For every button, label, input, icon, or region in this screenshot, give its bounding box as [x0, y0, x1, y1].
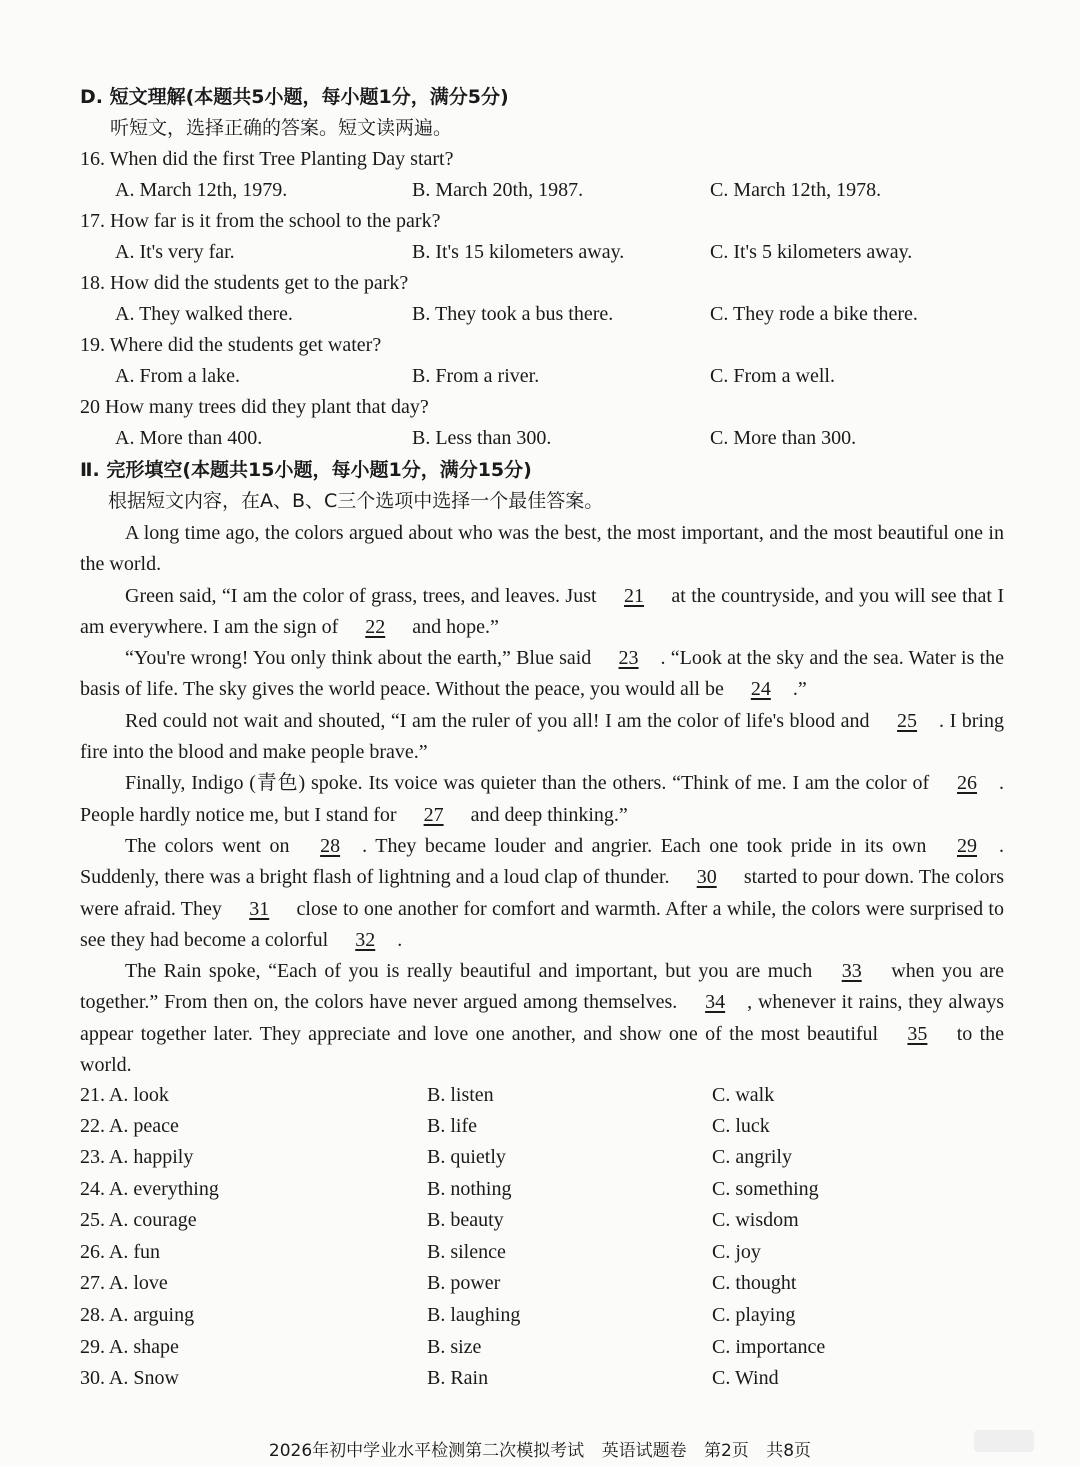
- option-17b: B. It's 15 kilometers away.: [412, 241, 625, 263]
- option-30c: C. Wind: [712, 1367, 779, 1389]
- blank-27: 27: [423, 803, 444, 826]
- option-28c: C. playing: [712, 1304, 796, 1326]
- option-22a: 22. A. peace: [80, 1115, 179, 1137]
- option-24a: 24. A. everything: [80, 1178, 219, 1200]
- option-27b: B. power: [427, 1272, 501, 1294]
- question-18: 18. How did the students get to the park?: [80, 272, 409, 294]
- option-25a: 25. A. courage: [80, 1209, 197, 1231]
- blank-31: 31: [249, 897, 270, 920]
- passage-paragraph-3: “You're wrong! You only think about the earth,” Blue said 23 . “Look at the sky and the sea. Water is the basis of life. The sky gives the world peace. Without the peace, you would all be 24 .”: [80, 643, 1004, 706]
- option-28b: B. laughing: [427, 1304, 521, 1326]
- option-27c: C. thought: [712, 1272, 797, 1294]
- question-19: 19. Where did the students get water?: [80, 334, 382, 356]
- blank-26: 26: [957, 772, 978, 795]
- option-23a: 23. A. happily: [80, 1146, 194, 1168]
- option-21b: B. listen: [427, 1084, 494, 1106]
- passage-paragraph-1: A long time ago, the colors argued about who was the best, the most important, and the most beautiful one in the world.: [80, 522, 1004, 576]
- option-17c: C. It's 5 kilometers away.: [710, 241, 913, 263]
- blank-34: 34: [705, 991, 726, 1014]
- page-footer: [0, 1436, 1080, 1461]
- option-24c: C. something: [712, 1178, 819, 1200]
- option-19c: C. From a well.: [710, 365, 835, 387]
- option-26a: 26. A. fun: [80, 1241, 160, 1263]
- passage-paragraph-6: The colors went on 28 . They became louder and angrier. Each one took pride in its own 29 . Suddenly, there was a bright flash of lightning and a loud clap of thunder. 30 started to pour down. The colors were afraid. They 31 close to one another for comfort and warmth. After a while, the colors were surprised to see they had become a colorful 32 .: [80, 831, 1004, 956]
- option-22c: C. luck: [712, 1115, 770, 1137]
- option-17a: A. It's very far.: [115, 241, 235, 263]
- option-24b: B. nothing: [427, 1178, 512, 1200]
- footer-subject: 英语试题卷: [601, 1441, 687, 1461]
- option-28a: 28. A. arguing: [80, 1304, 195, 1326]
- passage-paragraph-4: Red could not wait and shouted, “I am the ruler of you all! I am the color of life's blood and 25 . I bring fire into the blood and make people brave.”: [80, 706, 1004, 769]
- footer-page-number: 第2页: [704, 1441, 749, 1461]
- option-16a: A. March 12th, 1979.: [115, 179, 288, 201]
- section-2-header: Ⅱ. 完形填空(本题共15小题，每小题1分，满分15分): [80, 459, 532, 481]
- section-d-header: D. 短文理解(本题共5小题，每小题1分，满分5分): [80, 86, 509, 108]
- option-20a: A. More than 400.: [115, 427, 263, 449]
- question-16: 16. When did the first Tree Planting Day start?: [80, 148, 454, 170]
- option-25c: C. wisdom: [712, 1209, 799, 1231]
- passage-paragraph-2: Green said, “I am the color of grass, trees, and leaves. Just 21 at the countryside, and you will see that I am everywhere. I am the sign of 22 and hope.”: [80, 581, 1004, 644]
- option-26b: B. silence: [427, 1241, 506, 1263]
- blank-23: 23: [618, 647, 639, 670]
- watermark-icon: [974, 1430, 1034, 1452]
- option-16b: B. March 20th, 1987.: [412, 179, 584, 201]
- option-23c: C. angrily: [712, 1146, 792, 1168]
- blank-29: 29: [957, 834, 977, 857]
- option-26c: C. joy: [712, 1241, 761, 1263]
- option-16c: C. March 12th, 1978.: [710, 179, 882, 201]
- option-20c: C. More than 300.: [710, 427, 857, 449]
- option-25b: B. beauty: [427, 1209, 504, 1231]
- question-20: 20 How many trees did they plant that day?: [80, 396, 429, 418]
- option-29c: C. importance: [712, 1336, 826, 1358]
- footer-total-pages: 共8页: [766, 1441, 812, 1461]
- option-19a: A. From a lake.: [115, 365, 240, 387]
- option-21a: 21. A. look: [80, 1084, 169, 1106]
- option-29a: 29. A. shape: [80, 1336, 179, 1358]
- option-21c: C. walk: [712, 1084, 775, 1106]
- option-27a: 27. A. love: [80, 1272, 168, 1294]
- option-30a: 30. A. Snow: [80, 1367, 179, 1389]
- section-2-instruction: 根据短文内容，在A、B、C三个选项中选择一个最佳答案。: [108, 490, 604, 512]
- cloze-passage: [80, 518, 1004, 1081]
- section-d-instruction: 听短文，选择正确的答案。短文读两遍。: [110, 117, 453, 139]
- blank-33: 33: [841, 960, 862, 983]
- blank-25: 25: [897, 709, 918, 732]
- passage-paragraph-5: Finally, Indigo (青色) spoke. Its voice was quieter than the others. “Think of me. I am the color of 26 . People hardly notice me, but I stand for 27 and deep thinking.”: [80, 768, 1004, 831]
- option-22b: B. life: [427, 1115, 477, 1137]
- option-29b: B. size: [427, 1336, 482, 1358]
- question-17: 17. How far is it from the school to the park?: [80, 210, 441, 232]
- blank-22: 22: [365, 615, 386, 638]
- option-18b: B. They took a bus there.: [412, 303, 614, 325]
- option-19b: B. From a river.: [412, 365, 540, 387]
- option-23b: B. quietly: [427, 1146, 506, 1168]
- blank-30: 30: [696, 866, 717, 889]
- option-18c: C. They rode a bike there.: [710, 303, 918, 325]
- passage-paragraph-7: The Rain spoke, “Each of you is really beautiful and important, but you are much 33 when you are together.” From then on, the colors have never argued among themselves. 34 , whenever it rains, they always appear together later. They appreciate and love one another, and show one of the most beautiful 35 to the world.: [80, 956, 1004, 1081]
- option-18a: A. They walked there.: [115, 303, 293, 325]
- blank-35: 35: [907, 1022, 928, 1045]
- footer-exam-title: 2026年初中学业水平检测第二次模拟考试: [268, 1441, 585, 1461]
- option-30b: B. Rain: [427, 1367, 489, 1389]
- option-20b: B. Less than 300.: [412, 427, 552, 449]
- blank-21: 21: [623, 584, 644, 607]
- blank-28: 28: [320, 834, 341, 857]
- blank-32: 32: [355, 928, 376, 951]
- blank-24: 24: [750, 678, 771, 701]
